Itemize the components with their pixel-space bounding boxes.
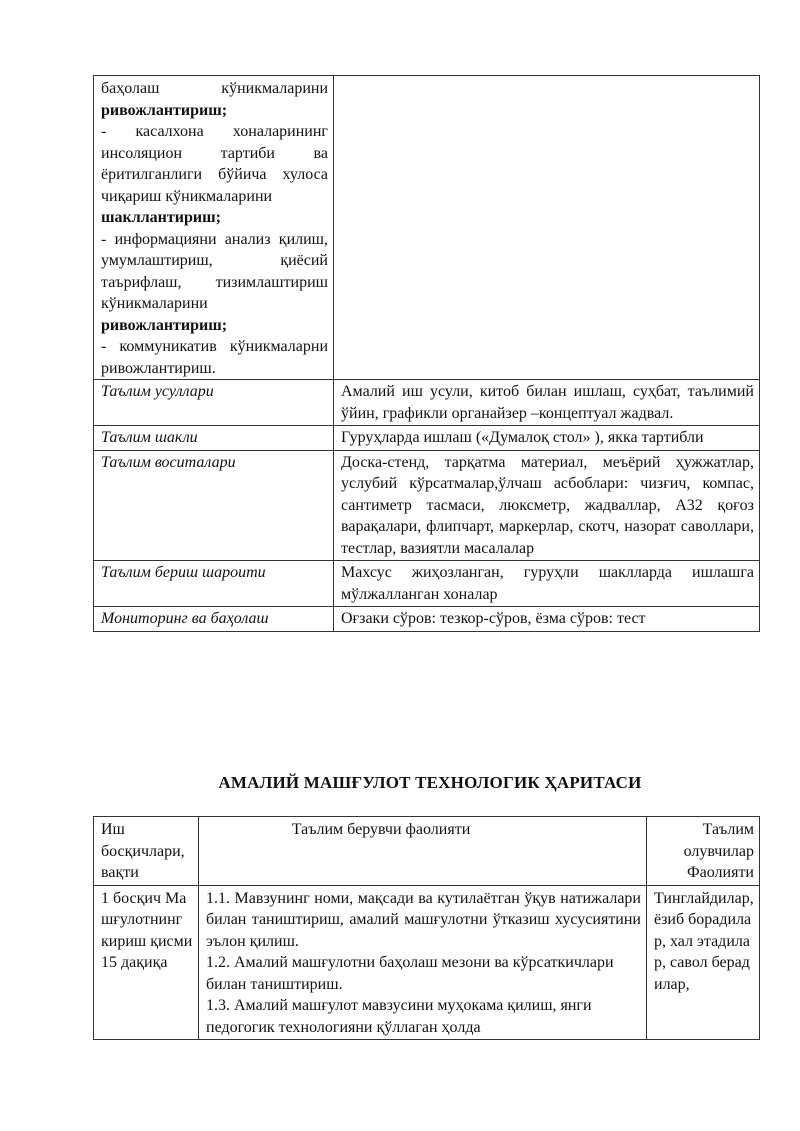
table-row xyxy=(94,426,760,451)
row-label: Таълим воситалари xyxy=(94,450,334,561)
table-row xyxy=(94,380,760,426)
row-value: Махсус жиҳозланган, гуруҳли шаклларда ишлашга мўлжалланган хоналар xyxy=(334,561,760,607)
stage-cell: 1 босқич Машғулотнинг кириш қисми 15 дақиқа xyxy=(94,885,199,1040)
row-label: Таълим усуллари xyxy=(94,380,334,426)
skills-line-bold: шакллантириш; xyxy=(101,209,221,226)
header-stage: Иш босқичлари, вақти xyxy=(94,817,199,886)
skills-line: баҳолаш кўникмаларини xyxy=(101,80,328,97)
teacher-step: 1.3. Амалий машғулот мавзусини муҳокама қилиш, янги педогогик технологияни қўллаган ҳолда xyxy=(206,997,592,1036)
table-row xyxy=(94,885,760,1040)
tech-map-table xyxy=(93,816,760,1040)
row-label: Таълим шакли xyxy=(94,426,334,451)
header-teacher: Таълим берувчи фаолияти xyxy=(199,817,647,886)
row-label: Мониторинг ва баҳолаш xyxy=(94,607,334,632)
table-row xyxy=(94,561,760,607)
skills-line: - касалхона хоналарининг инсоляцион тартиби ва ёритилганлиги бўйича хулоса чиқариш кўникмаларини xyxy=(101,123,328,205)
row-value: Доска-стенд, тарқатма материал, меъёрий ҳужжатлар, услубий кўрсатмалар,ўлчаш асбоблари: чизғич, компас, сантиметр тасмаси, люксметр, жадваллар, А32 қоғоз варақалари, флипчарт, маркерлар, скотч, назорат саволлари, тестлар, вазиятли масалалар xyxy=(334,450,760,561)
teacher-activity-cell xyxy=(199,885,647,1040)
table-row xyxy=(94,607,760,632)
skills-line-bold: ривожлантириш; xyxy=(101,316,228,334)
empty-cell xyxy=(334,76,760,380)
row-value: Оғзаки сўров: тезкор-сўров, ёзма сўров: тест xyxy=(334,607,760,632)
skills-line: - информацияни анализ қилиш, умумлаштириш, қиёсий таърифлаш, тизимлаштириш кўникмаларини xyxy=(101,230,328,312)
table-header-row xyxy=(94,817,760,886)
header-students: Таълим олувчилар Фаолияти xyxy=(647,817,760,886)
skills-line-bold: ривожлантириш; xyxy=(101,101,228,119)
row-value: Гуруҳларда ишлаш («Думалоқ стол» ), якка тартибли xyxy=(334,426,760,451)
row-label: Таълим бериш шароити xyxy=(94,561,334,607)
teacher-step: 1.2. Амалий машғулотни баҳолаш мезони ва кўрсаткичлари билан таништириш. xyxy=(206,954,614,993)
students-activity-cell: Тинглайдилар,ёзиб борадилар, хал этадилар, савол берадилар, xyxy=(647,885,760,1040)
table-row xyxy=(94,76,760,380)
table-row xyxy=(94,450,760,561)
row-value: Амалий иш усули, китоб билан ишлаш, суҳбат, таълимий ўйин, графикли органайзер –концептуал жадвал. xyxy=(334,380,760,426)
lesson-info-table xyxy=(93,75,760,632)
skills-line: - коммуникатив кўникмаларни ривожлантириш. xyxy=(101,338,328,377)
skills-cell xyxy=(94,76,334,380)
section-heading: АМАЛИЙ МАШҒУЛОТ ТЕХНОЛОГИК ҲАРИТАСИ xyxy=(218,773,642,792)
teacher-step: 1.1. Мавзунинг номи, мақсади ва кутилаётган ўқув натижалари билан таништириш, амалий машғулотни ўтказиш хусусиятини эълон қилиш. xyxy=(206,889,641,950)
